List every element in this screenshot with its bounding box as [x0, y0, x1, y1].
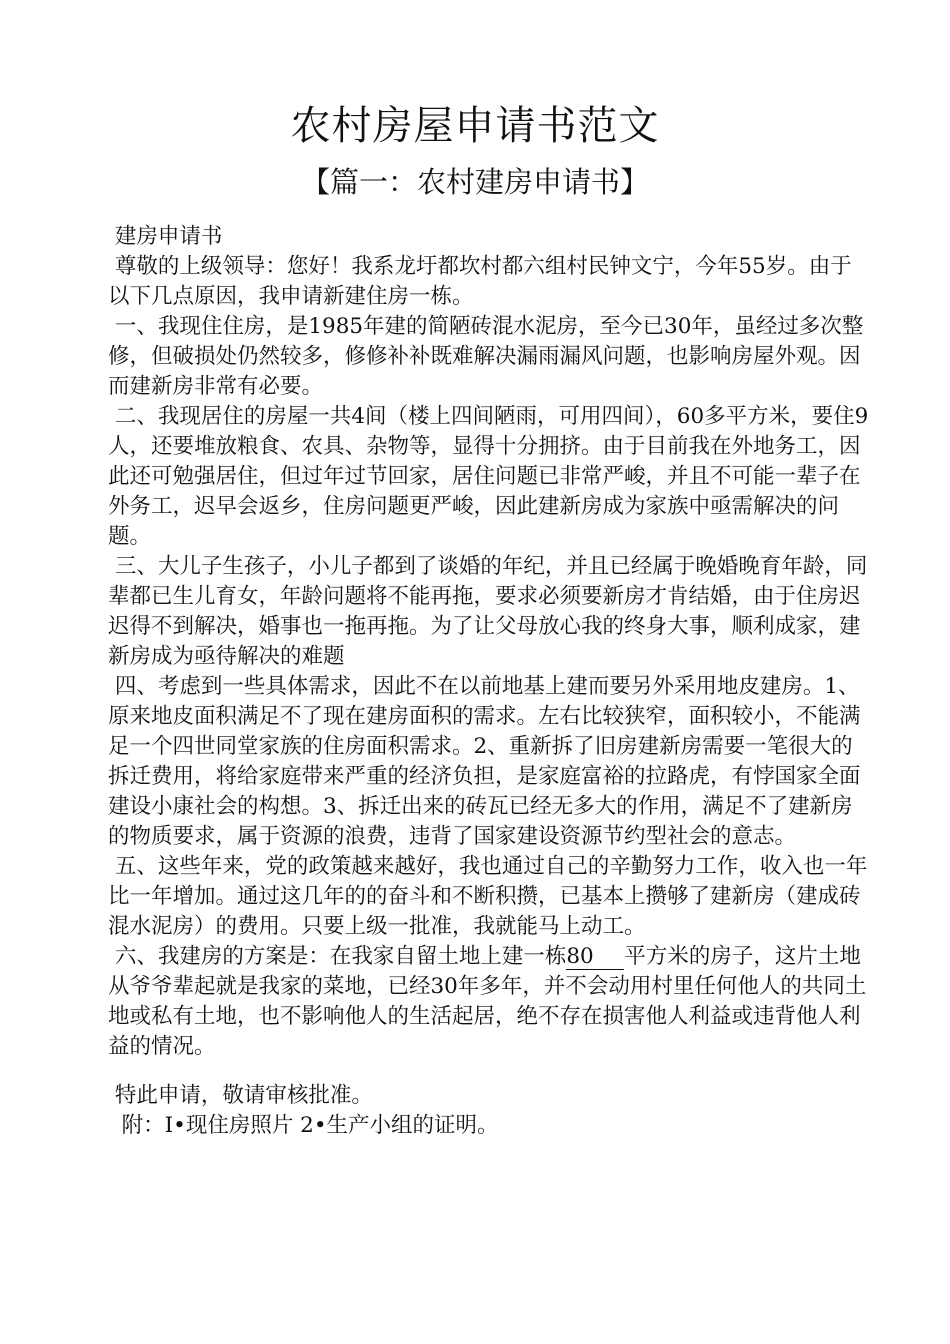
area-blank: 80 [566, 945, 624, 970]
letter-body [108, 222, 873, 1141]
point-6-rest: 平方米的房子，这片土地从爷爷辈起就是我家的菜地，已经30年多年，并不会动用村里任何他人的共同土地或私有土地，也不影响他人的生活起居，绝不存在损害他人利益或违背他人利益的情况。 [108, 944, 867, 1059]
section-subtitle: 【篇一：农村建房申请书】 [300, 165, 649, 199]
paragraph-gap [108, 1062, 873, 1081]
document-title: 农村房屋申请书范文 [290, 103, 660, 149]
point-6 [108, 942, 873, 1062]
point-5: 五、这些年来，党的政策越来越好，我也通过自己的辛勤努力工作，收入也一年比一年增加。通过这几年的的奋斗和不断积攒，已基本上攒够了建新房（建成砖混水泥房）的费用。只要上级一批准，我就能马上动工。 [108, 854, 868, 939]
point-4: 四、考虑到一些具体需求，因此不在以前地基上建而要另外采用地皮建房。1、原来地皮面积满足不了现在建房面积的需求。左右比较狭窄，面积较小，不能满足一个四世同堂家族的住房面积需求。2、重新拆了旧房建新房需要一笔很大的拆迁费用，将给家庭带来严重的经济负担，是家庭富裕的拉路虎，有悖国家全面建设小康社会的构想。3、拆迁出来的砖瓦已经无多大的作用，满足不了建新房的物质要求，属于资源的浪费，违背了国家建设资源节约型社会的意志。 [108, 674, 861, 849]
attachment-line: 附：I•现住房照片 2•生产小组的证明。 [108, 1113, 499, 1138]
letter-greeting: 尊敬的上级领导：您好！我系龙圩都坎村都六组村民钟文宁，今年55岁。由于以下几点原因，我申请新建住房一栋。 [108, 254, 852, 309]
point-6-intro: 六、我建房的方案是：在我家自留土地上建一栋 [108, 944, 567, 969]
point-1: 一、我现住住房，是1985年建的简陋砖混水泥房，至今已30年，虽经过多次整修，但破损处仍然较多，修修补补既难解决漏雨漏风问题，也影响房屋外观。因而建新房非常有必要。 [108, 314, 864, 399]
point-3: 三、大儿子生孩子，小儿子都到了谈婚的年纪，并且已经属于晚婚晚育年龄，同辈都已生儿育女，年龄问题将不能再拖，要求必须要新房才肯结婚，由于住房迟迟得不到解决，婚事也一拖再拖。为了让父母放心我的终身大事，顺利成家，建新房成为亟待解决的难题 [108, 554, 868, 669]
closing-line: 特此申请，敬请审核批准。 [108, 1083, 373, 1108]
point-2: 二、我现居住的房屋一共4间（楼上四间陋雨，可用四间），60多平方米，要住9人，还要堆放粮食、农具、杂物等，显得十分拥挤。由于目前我在外地务工，因此还可勉强居住，但过年过节回家，居住问题已非常严峻，并且不可能一辈子在外务工，迟早会返乡，住房问题更严峻，因此建新房成为家族中亟需解决的问题。 [108, 404, 869, 549]
letter-heading: 建房申请书 [108, 224, 223, 249]
